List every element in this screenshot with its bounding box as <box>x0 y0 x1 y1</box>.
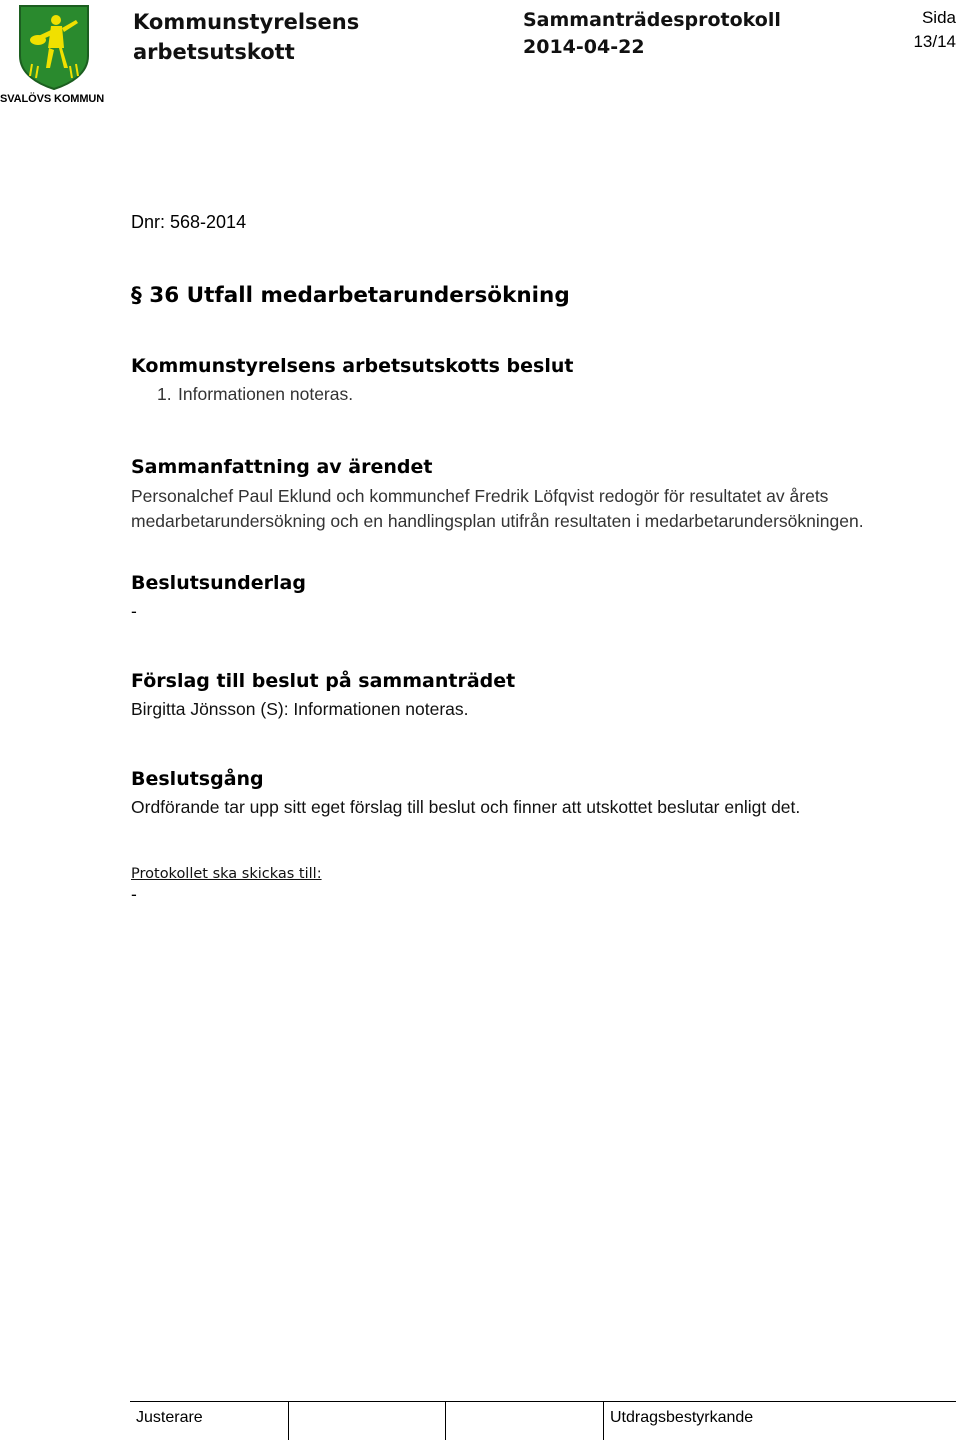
decision-list <box>131 384 353 405</box>
meeting-date: 2014-04-22 <box>523 36 645 58</box>
list-item <box>131 384 353 405</box>
list-item-text: Informationen noteras. <box>178 384 354 404</box>
page-number: 13/14 <box>913 32 956 51</box>
municipality-logo <box>0 4 112 108</box>
signature-cell <box>446 1402 604 1440</box>
procedure-heading: Beslutsgång <box>131 768 264 790</box>
proposal-heading: Förslag till beslut på sammanträdet <box>131 670 516 692</box>
proposal-text: Birgitta Jönsson (S): Informationen noteras. <box>131 699 469 719</box>
registration-number: Dnr: 568-2014 <box>131 212 247 232</box>
procedure-text: Ordförande tar upp sitt eget förslag till beslut och finner att utskottet beslutar enligt det. <box>131 797 801 817</box>
basis-heading: Beslutsunderlag <box>131 572 306 594</box>
list-item-number: 1. <box>157 384 172 404</box>
send-to-label: Protokollet ska skickas till: <box>131 866 322 882</box>
signature-cell <box>289 1402 446 1440</box>
decision-heading: Kommunstyrelsens arbetsutskotts beslut <box>131 355 574 377</box>
coat-of-arms-icon <box>18 4 90 90</box>
summary-text <box>131 484 931 533</box>
summary-line: medarbetarundersökning och en handlingsplan utifrån resultaten i medarbetarundersökningen. <box>131 510 864 531</box>
document-type-label: Sammanträdesprotokoll <box>523 9 781 31</box>
signature-table <box>130 1401 956 1440</box>
organization-name: Kommunstyrelsens arbetsutskott <box>133 10 360 64</box>
adjuster-cell: Justerare <box>130 1402 289 1440</box>
summary-heading: Sammanfattning av ärendet <box>131 456 433 478</box>
page-label: Sida <box>921 8 956 27</box>
send-to-value: - <box>131 884 137 904</box>
certifier-cell: Utdragsbestyrkande <box>610 1409 754 1426</box>
municipality-name: SVALÖVS KOMMUN <box>0 93 105 105</box>
summary-line: Personalchef Paul Eklund och kommunchef Fredrik Löfqvist redogör för resultatet av årets <box>131 486 829 506</box>
page-info <box>880 6 956 54</box>
basis-value: - <box>131 601 137 621</box>
document-type <box>523 7 843 61</box>
section-title: § 36 Utfall medarbetarundersökning <box>131 283 570 308</box>
